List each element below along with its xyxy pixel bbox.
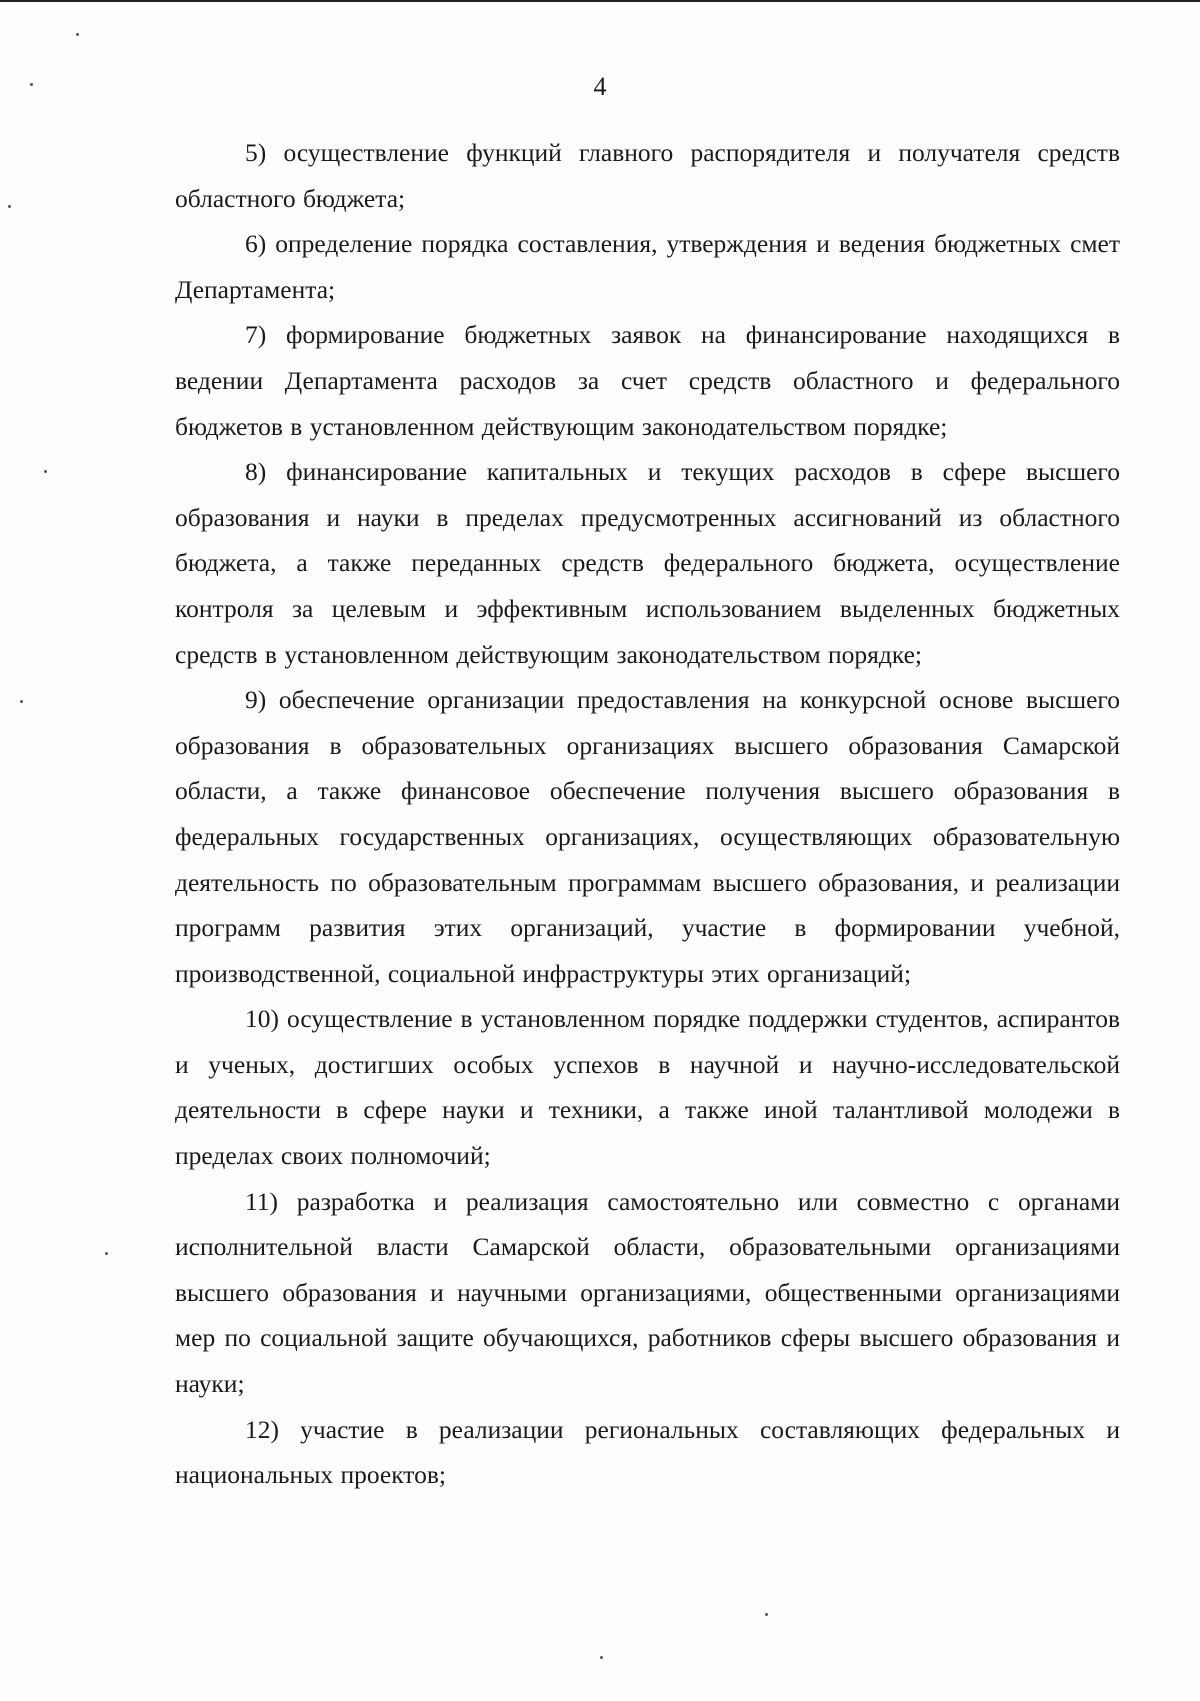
paragraph-item-12: 12) участие в реализации региональных составляющих федеральных и национальных проектов; [175, 1414, 1120, 1490]
scan-top-edge [0, 0, 1200, 2]
paragraph-item-6: 6) определение порядка составления, утверждения и ведения бюджетных смет Департамента; [175, 229, 1120, 304]
scan-speck [76, 33, 79, 36]
paragraph-item-10: 10) осуществление в установленном порядке поддержки студентов, аспирантов и ученых, достигших особых успехов в научной и научно-исследовательской деятельности в сфере науки и техники, а также иной талантливой молодежи в пределах своих полномочий; [175, 1004, 1120, 1171]
scan-speck [20, 700, 23, 703]
paragraph-item-8: 8) финансирование капитальных и текущих расходов в сфере высшего образования и науки в пределах предусмотренных ассигнований из областного бюджета, а также переданных средств федерального бюджета, осуществление контроля за целевым и эффективным использованием выделенных бюджетных средств в установленном действующим законодательством порядке; [175, 457, 1120, 669]
paragraph-item-9: 9) обеспечение организации предоставления на конкурсной основе высшего образования в образовательных организациях высшего образования Самарской области, а также финансовое обеспечение получения высшего образования в федеральных государственных организациях, осуществляющих образовательную деятельность по образовательным программам высшего образования, и реализации программ развития этих организаций, участие в формировании учебной, производственной, социальной инфраструктуры этих организаций; [175, 685, 1120, 988]
document-body [175, 130, 1120, 1498]
scan-speck [30, 83, 33, 86]
scan-speck [44, 470, 47, 473]
scan-speck [600, 1656, 603, 1659]
paragraph-item-11: 11) разработка и реализация самостоятельно или совместно с органами исполнительной власти Самарской области, образовательными организациями высшего образования и научными организациями, общественными организациями мер по социальной защите обучающихся, работников сферы высшего образования и науки; [175, 1186, 1120, 1399]
paragraph-item-5: 5) осуществление функций главного распорядителя и получателя средств областного бюджета; [175, 138, 1120, 213]
scan-speck [8, 205, 11, 208]
scan-speck [765, 1613, 768, 1616]
paragraph-item-7: 7) формирование бюджетных заявок на финансирование находящихся в ведении Департамента расходов за счет средств областного и федерального бюджетов в установленном действующим законодательством порядке; [175, 320, 1120, 441]
scan-speck [105, 1252, 108, 1255]
page-number: 4 [593, 72, 607, 101]
